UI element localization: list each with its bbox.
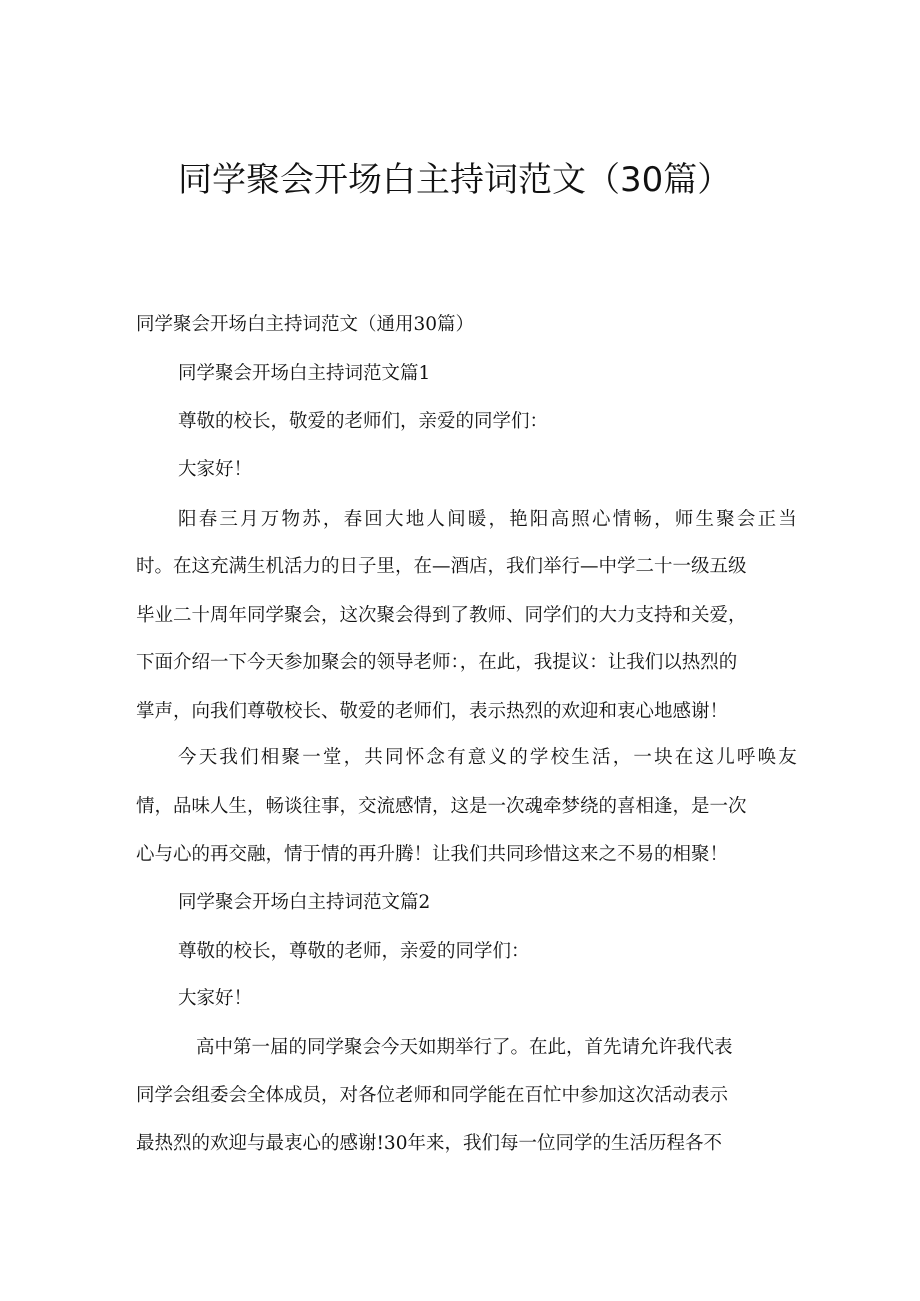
paragraph-line: 情，品味人生，畅谈往事，交流感情，这是一次魂牵梦绕的喜相逢，是一次 [136, 796, 747, 817]
greeting-line: 大家好！ [178, 459, 253, 480]
paragraph-line: 下面介绍一下今天参加聚会的领导老师：，在此，我提议：让我们以热烈的 [136, 652, 738, 673]
paragraph-line: 阳春三月万物苏，春回大地人间暖，艳阳高照心情畅，师生聚会正当 [178, 509, 800, 530]
paragraph-line: 高中第一届的同学聚会今天如期举行了。在此，首先请允许我代表 [196, 1037, 733, 1058]
paragraph-line: 时。在这充满生机活力的日子里，在—酒店，我们举行—中学二十一级五级 [136, 556, 747, 577]
greeting-line: 大家好！ [178, 988, 253, 1009]
section-heading-2: 同学聚会开场白主持词范文篇2 [178, 892, 431, 913]
paragraph-line: 毕业二十周年同学聚会，这次聚会得到了教师、同学们的大力支持和关爱， [136, 605, 747, 626]
paragraph-line: 最热烈的欢迎与最衷心的感谢!30年来，我们每一位同学的生活历程各不 [136, 1133, 722, 1154]
salutation-line: 尊敬的校长，敬爱的老师们，亲爱的同学们： [178, 411, 549, 432]
paragraph-line: 心与心的再交融，情于情的再升腾！让我们共同珍惜这来之不易的相聚！ [136, 844, 729, 865]
subtitle-line: 同学聚会开场白主持词范文（通用30篇） [136, 314, 475, 335]
paragraph-line: 掌声，向我们尊敬校长、敬爱的老师们，表示热烈的欢迎和衷心地感谢！ [136, 701, 729, 722]
document-title: 同学聚会开场白主持词范文（30篇） [178, 160, 732, 200]
section-heading-1: 同学聚会开场白主持词范文篇1 [178, 363, 431, 384]
paragraph-line: 同学会组委会全体成员，对各位老师和同学能在百忙中参加这次活动表示 [136, 1085, 729, 1106]
paragraph-line: 今天我们相聚一堂，共同怀念有意义的学校生活，一块在这儿呼唤友 [178, 747, 800, 768]
salutation-line: 尊敬的校长，尊敬的老师，亲爱的同学们： [178, 941, 530, 962]
